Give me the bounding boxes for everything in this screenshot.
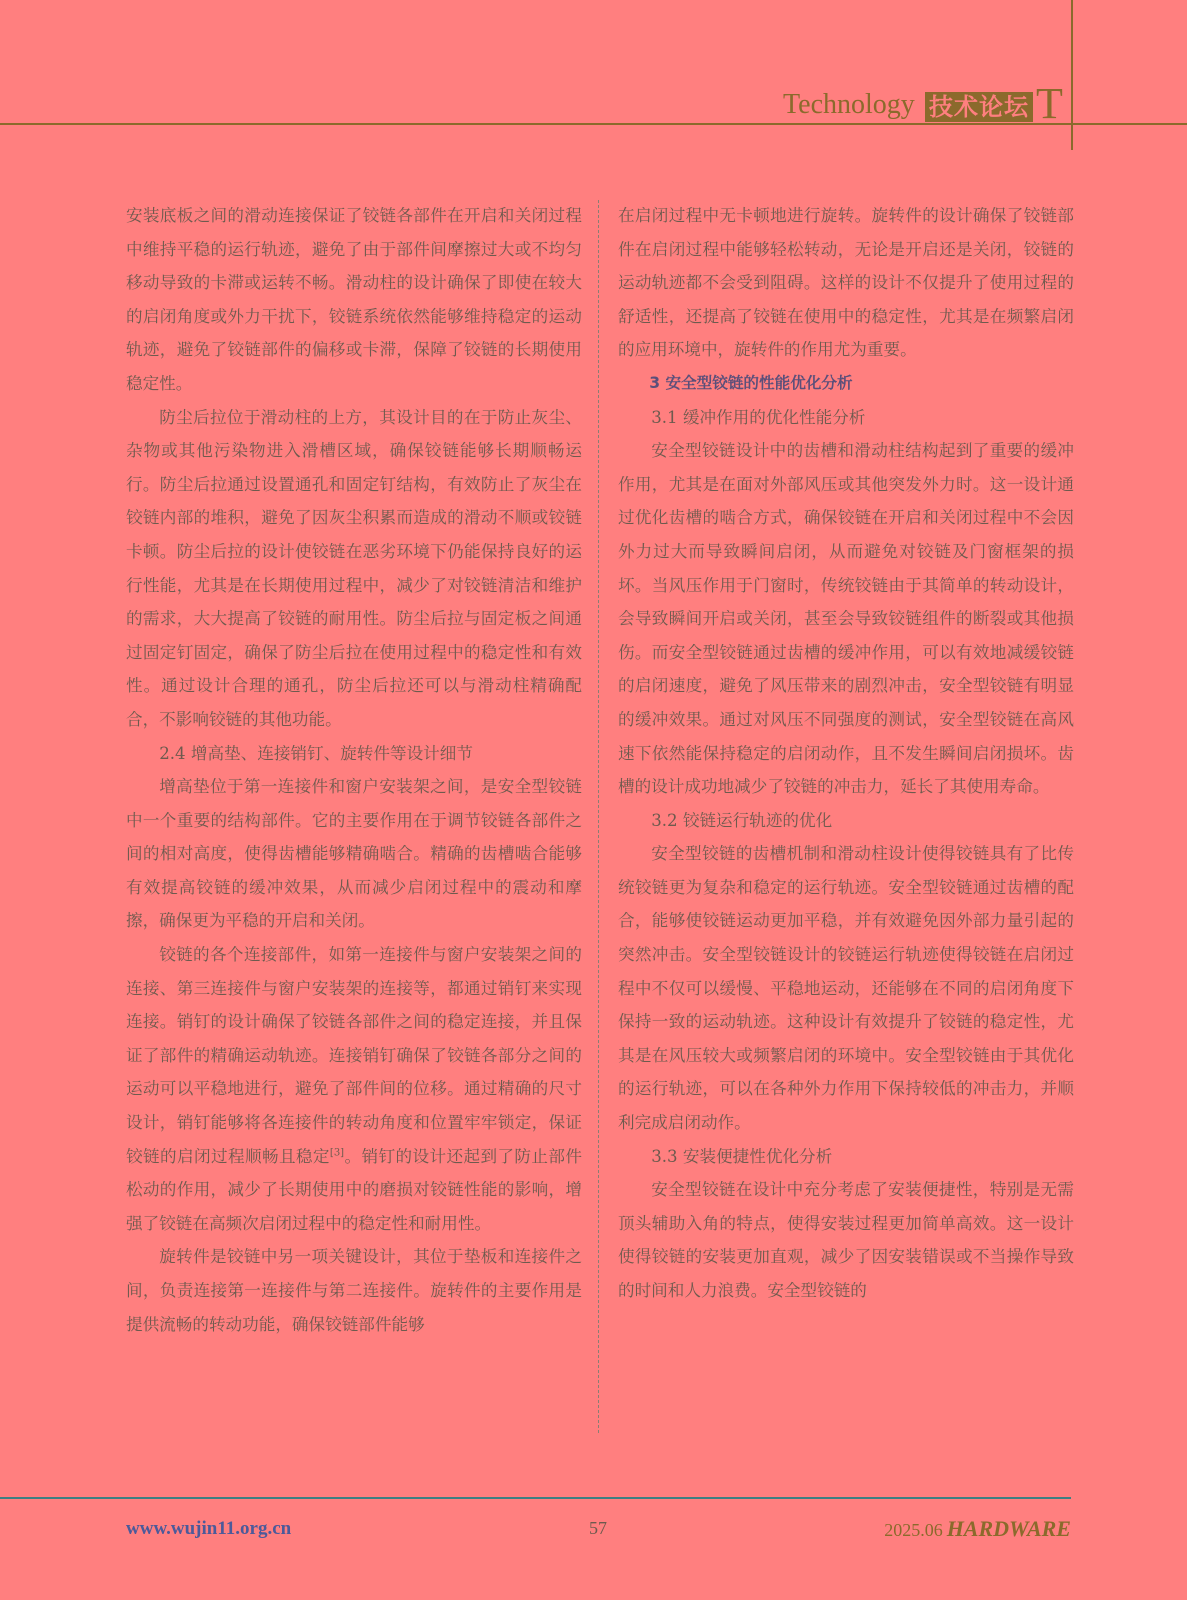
paragraph-text: 。销钉的设计还起到了防止部件松动的作用，减少了长期使用中的磨损对铰链性能的影响，增强了铰链在高频次启闭过程中的稳定性和耐用性。 bbox=[126, 1146, 583, 1233]
paragraph-text: 铰链的各个连接部件，如第一连接件与窗户安装架之间的连接、第三连接件与窗户安装架的连接等，都通过销钉来实现连接。销钉的设计确保了铰链各部件之间的稳定连接，并且保证了部件的精确运动轨迹。连接销钉确保了铰链各部分之间的运动可以平稳地进行，避免了部件间的位移。通过精确的尺寸设计，销钉能够将各连接件的转动角度和位置牢牢锁定，保证铰链的启闭过程顺畅且稳定 bbox=[126, 945, 582, 1166]
subsection-heading: 3.3 安装便捷性优化分析 bbox=[651, 1146, 833, 1166]
paragraph: 防尘后拉位于滑动柱的上方，其设计目的在于防止灰尘、杂物或其他污染物进入滑槽区域，确保铰链能够长期顺畅运行。防尘后拉通过设置通孔和固定钉结构，有效防止了灰尘在铰链内部的堆积，避免了因灰尘积累而造成的滑动不顺或铰链卡顿。防尘后拉的设计使铰链在恶劣环境下仍能保持良好的运行性能，尤其是在长期使用过程中，减少了对铰链清洁和维护的需求，大大提高了铰链的耐用性。防尘后拉与固定板之间通过固定钉固定，确保了防尘后拉在使用过程中的稳定性和有效性。通过设计合理的通孔，防尘后拉还可以与滑动柱精确配合，不影响铰链的其他功能。 bbox=[126, 407, 582, 729]
paragraph: 安装底板之间的滑动连接保证了铰链各部件在开启和关闭过程中维持平稳的运行轨迹，避免了由于部件间摩擦过大或不均匀移动导致的卡滞或运转不畅。滑动柱的设计确保了即使在较大的启闭角度或外力干扰下，铰链系统依然能够维持稳定的运动轨迹，避免了铰链部件的偏移或卡滞，保障了铰链的长期使用稳定性。 bbox=[126, 206, 582, 393]
paragraph: 安全型铰链的齿槽机制和滑动柱设计使得铰链具有了比传统铰链更为复杂和稳定的运行轨迹。安全型铰链通过齿槽的配合，能够使铰链运动更加平稳，并有效避免因外部力量引起的突然冲击。安全型铰链设计的铰链运行轨迹使得铰链在启闭过程中不仅可以缓慢、平稳地运动，还能够在不同的启闭角度下保持一致的运动轨迹。这种设计有效提升了铰链的稳定性，尤其是在风压较大或频繁启闭的环境中。安全型铰链由于其优化的运行轨迹，可以在各种外力作用下保持较低的冲击力，并顺利完成启闭动作。 bbox=[618, 844, 1074, 1133]
magazine-brand: HARDWARE bbox=[946, 1516, 1071, 1541]
column-divider bbox=[598, 200, 599, 1433]
footer-url: www.wujin11.org.cn bbox=[126, 1518, 292, 1539]
page-number: 57 bbox=[589, 1518, 607, 1538]
paragraph: 在启闭过程中无卡顿地进行旋转。旋转件的设计确保了铰链部件在启闭过程中能够轻松转动，无论是开启还是关闭，铰链的运动轨迹都不会受到阻碍。这样的设计不仅提升了使用过程的舒适性，还提高了铰链在使用中的稳定性，尤其是在频繁启闭的应用环境中，旋转件的作用尤为重要。 bbox=[618, 206, 1074, 360]
issue-date: 2025.06 bbox=[884, 1520, 943, 1540]
paragraph bbox=[126, 938, 582, 1240]
header-section-word: Technology bbox=[783, 89, 915, 120]
subsection-heading: 3.1 缓冲作用的优化性能分析 bbox=[651, 407, 866, 427]
header-vertical-rule bbox=[1071, 0, 1073, 150]
header-section-letter: T bbox=[1036, 79, 1063, 128]
left-column bbox=[126, 199, 582, 1341]
footer-issue bbox=[884, 1516, 1071, 1542]
footer-rule bbox=[0, 1497, 1071, 1499]
header-section-badge: 技术论坛 bbox=[925, 92, 1033, 122]
subsection-heading: 3.2 铰链运行轨迹的优化 bbox=[651, 810, 833, 830]
header-rule bbox=[0, 123, 1187, 125]
section-heading: 3 安全型铰链的性能优化分析 bbox=[649, 373, 853, 392]
right-column bbox=[618, 199, 1074, 1308]
paragraph: 增高垫位于第一连接件和窗户安装架之间，是安全型铰链中一个重要的结构部件。它的主要作用在于调节铰链各部件之间的相对高度，使得齿槽能够精确啮合。精确的齿槽啮合能够有效提高铰链的缓冲效果，从而减少启闭过程中的震动和摩擦，确保更为平稳的开启和关闭。 bbox=[126, 777, 582, 931]
paragraph: 安全型铰链设计中的齿槽和滑动柱结构起到了重要的缓冲作用，尤其是在面对外部风压或其他突发外力时。这一设计通过优化齿槽的啮合方式，确保铰链在开启和关闭过程中不会因外力过大而导致瞬间启闭，从而避免对铰链及门窗框架的损坏。当风压作用于门窗时，传统铰链由于其简单的转动设计，会导致瞬间开启或关闭，甚至会导致铰链组件的断裂或其他损伤。而安全型铰链通过齿槽的缓冲作用，可以有效地减缓铰链的启闭速度，避免了风压带来的剧烈冲击，安全型铰链有明显的缓冲效果。通过对风压不同强度的测试，安全型铰链在高风速下依然能保持稳定的启闭动作，且不发生瞬间启闭损坏。齿槽的设计成功地减少了铰链的冲击力，延长了其使用寿命。 bbox=[618, 441, 1074, 797]
paragraph: 安全型铰链在设计中充分考虑了安装便捷性，特别是无需顶头辅助入角的特点，使得安装过程更加简单高效。这一设计使得铰链的安装更加直观，减少了因安装错误或不当操作导致的时间和人力浪费。安全型铰链的 bbox=[618, 1180, 1074, 1300]
citation-ref: [3] bbox=[329, 1147, 345, 1159]
paragraph: 旋转件是铰链中另一项关键设计，其位于垫板和连接件之间，负责连接第一连接件与第二连接件。旋转件的主要作用是提供流畅的转动功能，确保铰链部件能够 bbox=[126, 1247, 582, 1334]
section-heading: 2.4 增高垫、连接销钉、旋转件等设计细节 bbox=[159, 743, 473, 763]
